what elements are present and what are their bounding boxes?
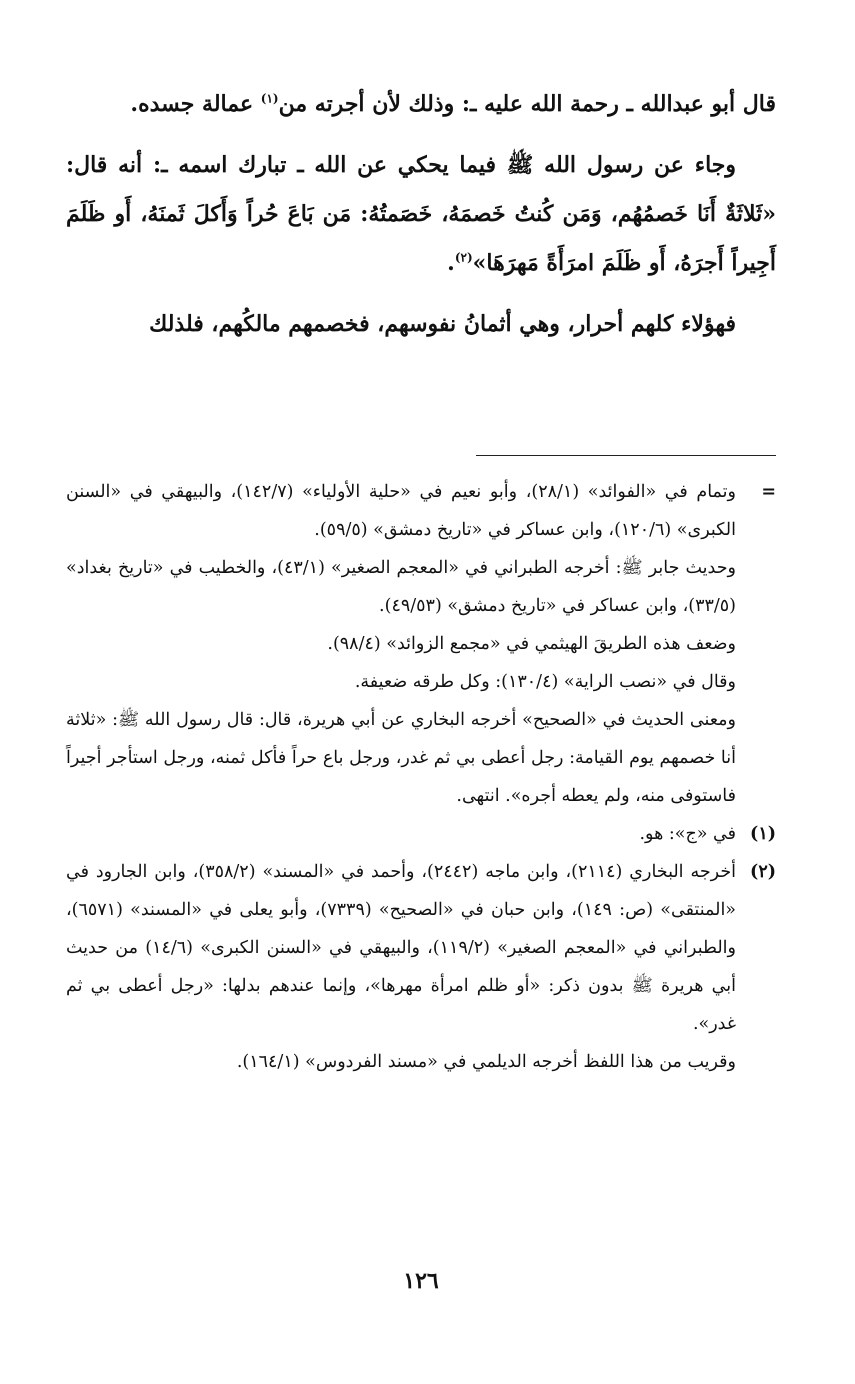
- paragraph-3: [66, 300, 776, 349]
- footnote-continuation-4: وقال في «نصب الراية» (١٣٠/٤): وكل طرقه ضعيفة.: [354, 672, 736, 692]
- footnote-1: [66, 815, 776, 853]
- footnote-2-marker: (٢): [750, 862, 776, 882]
- footnote-ref-1[interactable]: (١): [260, 91, 279, 106]
- footnote-divider: [476, 455, 776, 456]
- footnote-continuation-first: [66, 473, 776, 549]
- footnote-ref-2[interactable]: (٢): [454, 250, 473, 265]
- footnote-continuation-3: وضعف هذه الطريقَ الهيثمي في «مجمع الزوائد» (٩٨/٤).: [327, 634, 736, 654]
- continuation-marker: =: [761, 482, 776, 502]
- paragraph-2-text: وجاء عن رسول الله ﷺ فيما يحكي عن الله ـ تبارك اسمه ـ: أنه قال: «ثَلاثَةٌ أَنَا خَصمُهُم، وَمَن كُنتُ خَصمَهُ، خَصَمتُهُ: مَن بَاعَ حُراً وَأَكلَ ثَمنَهُ، أَو ظَلَمَ أَجِيراً أَجرَهُ، أَو ظَلَمَ امرَأَةً مَهرَهَا»: [66, 152, 776, 276]
- footnote-2-continuation: وقريب من هذا اللفظ أخرجه الديلمي في «مسند الفردوس» (١٦٤/١).: [236, 1052, 736, 1072]
- main-text: [66, 80, 776, 349]
- paragraph-1-text: قال أبو عبدالله ـ رحمة الله عليه ـ: وذلك لأن أجرته من: [278, 91, 776, 117]
- footnote-1-text: في «ج»: هو.: [639, 824, 736, 844]
- paragraph-2-text-after: .: [447, 250, 455, 276]
- footnote-2: [66, 853, 776, 1043]
- footnotes: [66, 473, 776, 1081]
- paragraph-3-text: فهؤلاء كلهم أحرار، وهي أثمانُ نفوسهم، فخصمهم مالكُهم، فلذلك: [149, 311, 736, 337]
- footnote-continuation-2: وحديث جابر ﷺ: أخرجه الطبراني في «المعجم الصغير» (٤٣/١)، والخطيب في «تاريخ بغداد» (٣٣/٥)، وابن عساكر في «تاريخ دمشق» (٤٩/٥٣).: [66, 558, 737, 616]
- book-page: [66, 80, 776, 1370]
- continuation-text-1: وتمام في «الفوائد» (٢٨/١)، وأبو نعيم في «حلية الأولياء» (١٤٢/٧)، والبيهقي في «السنن الكبرى» (١٢٠/٦)، وابن عساكر في «تاريخ دمشق» (٥٩/٥).: [66, 482, 736, 540]
- footnote-continuation-5: ومعنى الحديث في «الصحيح» أخرجه البخاري عن أبي هريرة، قال: قال رسول الله ﷺ: «ثلاثة أنا خصمهم يوم القيامة: رجل أعطى بي ثم غدر، ورجل باع حراً فأكل ثمنه، ورجل استأجر أجيراً فاستوفى منه، ولم يعطه أجره». انتهى.: [66, 710, 736, 806]
- paragraph-1-text-after: عمالة جسده.: [130, 91, 261, 117]
- paragraph-1: [66, 80, 776, 129]
- page-number: ١٢٦: [403, 1268, 439, 1294]
- footnote-1-marker: (١): [750, 824, 776, 844]
- paragraph-2: [66, 141, 776, 288]
- footnote-2-text: أخرجه البخاري (٢١١٤)، وابن ماجه (٢٤٤٢)، وأحمد في «المسند» (٣٥٨/٢)، وابن الجارود في «المنتقى» (ص: ١٤٩)، وابن حبان في «الصحيح» (٧٣٣٩)، وأبو يعلى في «المسند» (٦٥٧١)، والطبراني في «المعجم الصغير» (١١٩/٢)، والبيهقي في «السنن الكبرى» (١٤/٦) من حديث أبي هريرة ﷺ بدون ذكر: «أو ظلم امرأة مهرها»، وإنما عندهم بدلها: «رجل أعطى بي ثم غدر».: [66, 862, 737, 1034]
